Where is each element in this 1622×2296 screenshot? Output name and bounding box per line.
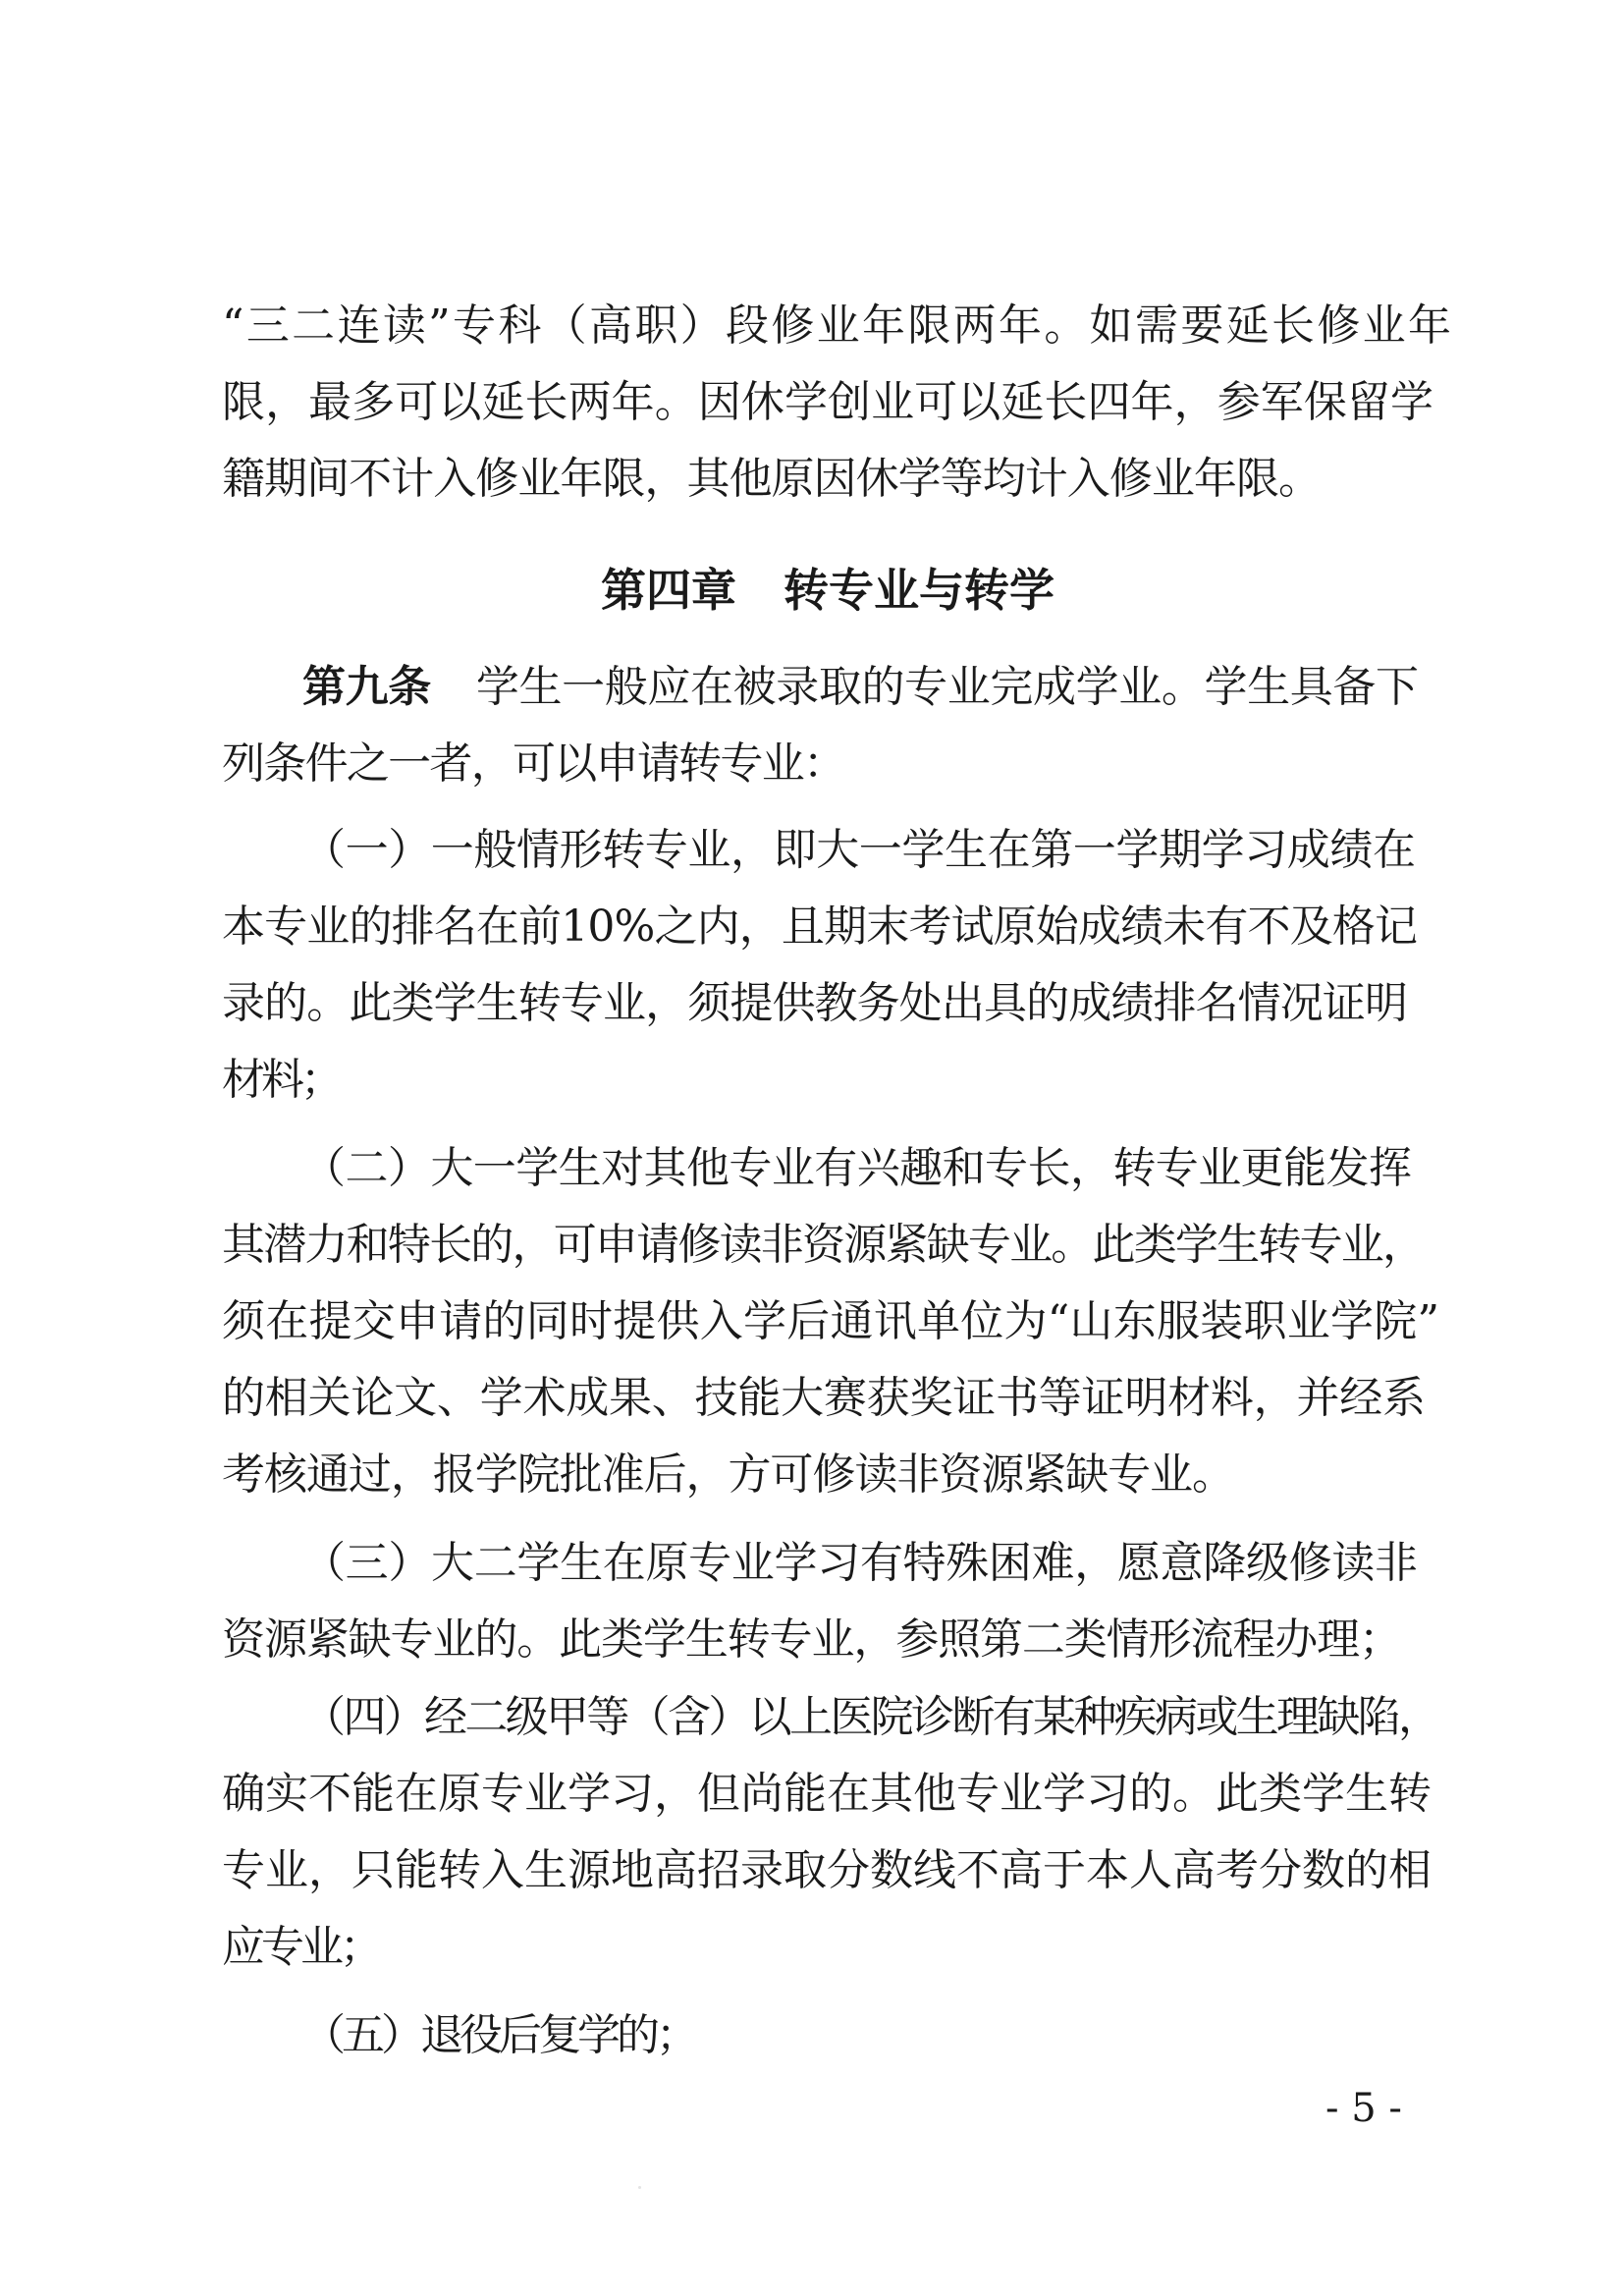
article-first-line — [302, 662, 1419, 712]
text-line: （五）退役后复学的； — [302, 2010, 695, 2060]
chapter-number: 第四章 — [601, 564, 736, 617]
text-line: 本专业的排名在前10%之内，且期末考试原始成绩未有不及格记 — [222, 902, 1418, 952]
text-line: 的相关论文、学术成果、技能大赛获奖证书等证明材料，并经系 — [222, 1373, 1426, 1423]
text-line: （一）一般情形转专业，即大一学生在第一学期学习成绩在 — [302, 825, 1416, 875]
text-line: （二）大一学生对其他专业有兴趣和专长，转专业更能发挥 — [302, 1143, 1412, 1193]
text-line: 专业，只能转入生源地高招录取分数线不高于本人高考分数的相 — [222, 1845, 1432, 1895]
text-line: 应专业； — [222, 1922, 379, 1972]
text-line: 考核通过，报学院批准后，方可修读非资源紧缺专业。 — [222, 1449, 1234, 1500]
page-number: - 5 - — [1325, 2086, 1402, 2131]
text-line: 籍期间不计入修业年限，其他原因休学等均计入修业年限。 — [222, 454, 1322, 504]
article-text: 学生一般应在被录取的专业完成学业。学生具备下 — [475, 662, 1419, 712]
text-line: 资源紧缺专业的。此类学生转专业，参照第二类情形流程办理； — [222, 1614, 1401, 1665]
text-line: 列条件之一者，可以申请转专业： — [222, 738, 845, 789]
chapter-heading — [601, 564, 1054, 617]
text-line: （三）大二学生在原专业学习有特殊困难，愿意降级修读非 — [302, 1538, 1418, 1588]
text-line: （四）经二级甲等（含）以上医院诊断有某种疾病或生理缺陷， — [302, 1692, 1439, 1742]
scan-speck — [638, 2186, 641, 2189]
text-line: 录的。此类学生转专业，须提供教务处出具的成绩排名情况证明 — [222, 978, 1408, 1028]
text-line: 材料； — [222, 1055, 340, 1105]
chapter-title: 转专业与转学 — [784, 564, 1054, 617]
text-line: 限，最多可以延长两年。因休学创业可以延长四年，参军保留学 — [222, 377, 1434, 427]
text-line: 确实不能在原专业学习，但尚能在其他专业学习的。此类学生转 — [222, 1769, 1432, 1819]
article-label: 第九条 — [302, 662, 431, 712]
text-line: 其潜力和特长的，可申请修读非资源紧缺专业。此类学生转专业， — [222, 1220, 1425, 1270]
text-line: “三二连读”专科（高职）段修业年限两年。如需要延长修业年 — [222, 301, 1454, 351]
text-line: 须在提交申请的同时提供入学后通讯单位为“山东服装职业学院” — [222, 1296, 1440, 1346]
